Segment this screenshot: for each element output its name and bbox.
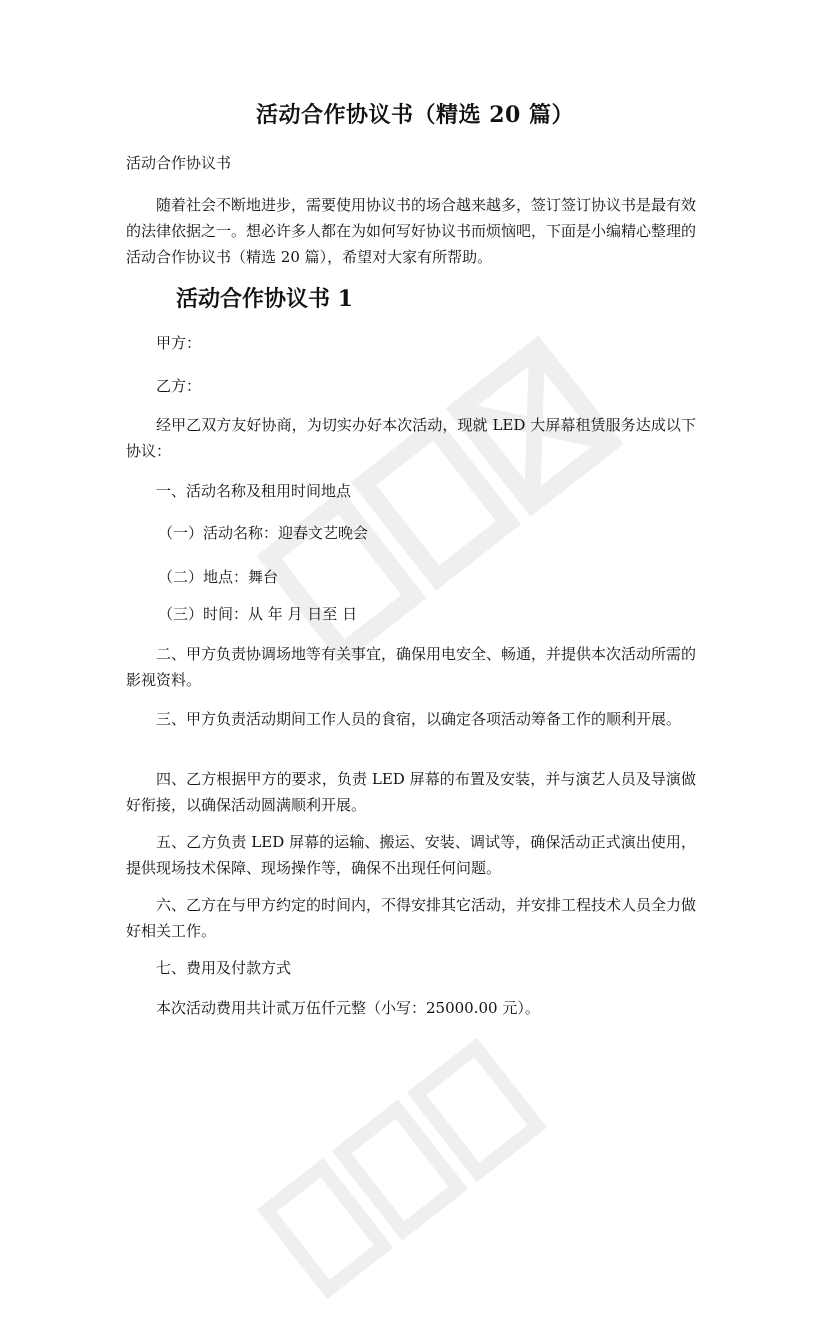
intro-paragraph: 随着社会不断地进步，需要使用协议书的场合越来越多，签订签订协议书是最有效的法律依据之一。想必许多人都在为如何写好协议书而烦恼吧，下面是小编精心整理的活动合作协议书（精选 20 篇），希望对大家有所帮助。 [126, 196, 697, 266]
agreement-intro-paragraph: 经甲乙双方友好协商，为切实办好本次活动，现就 LED 大屏幕租赁服务达成以下协议： [126, 416, 696, 460]
party-a-line: 甲方： [156, 334, 202, 352]
fee-paragraph: 本次活动费用共计贰万伍仟元整（小写：25000.00 元）。 [156, 999, 540, 1017]
watermark-logo-icon [233, 1015, 568, 1325]
document-subtitle: 活动合作协议书 [126, 154, 232, 172]
clause-5-paragraph: 五、乙方负责 LED 屏幕的运输、搬运、安装、调试等，确保活动正式演出使用，提供现场技术保障、现场操作等，确保不出现任何问题。 [126, 833, 696, 877]
clause-1-sub-item: （二）地点：舞台 [158, 568, 279, 586]
clause-1-sub-item: （一）活动名称：迎春文艺晚会 [158, 524, 369, 542]
clause-4-paragraph: 四、乙方根据甲方的要求，负责 LED 屏幕的布置及安装，并与演艺人员及导演做好衔接，以确保活动圆满顺利开展。 [126, 770, 696, 814]
clause-7-heading: 七、费用及付款方式 [156, 959, 292, 977]
document-title: 活动合作协议书（精选 20 篇） [256, 102, 574, 128]
party-b-line: 乙方： [156, 377, 202, 395]
clause-1-sub-item: （三）时间：从 年 月 日至 日 [158, 605, 358, 623]
clause-1-heading: 一、活动名称及租用时间地点 [156, 482, 352, 500]
clause-3-paragraph: 三、甲方负责活动期间工作人员的食宿，以确定各项活动筹备工作的顺利开展。 [156, 710, 682, 728]
clause-2-paragraph: 二、甲方负责协调场地等有关事宜，确保用电安全、畅通，并提供本次活动所需的影视资料。 [126, 645, 697, 689]
section-heading: 活动合作协议书 1 [176, 286, 353, 312]
clause-6-paragraph: 六、乙方在与甲方约定的时间内，不得安排其它活动，并安排工程技术人员全力做好相关工作。 [126, 896, 697, 940]
